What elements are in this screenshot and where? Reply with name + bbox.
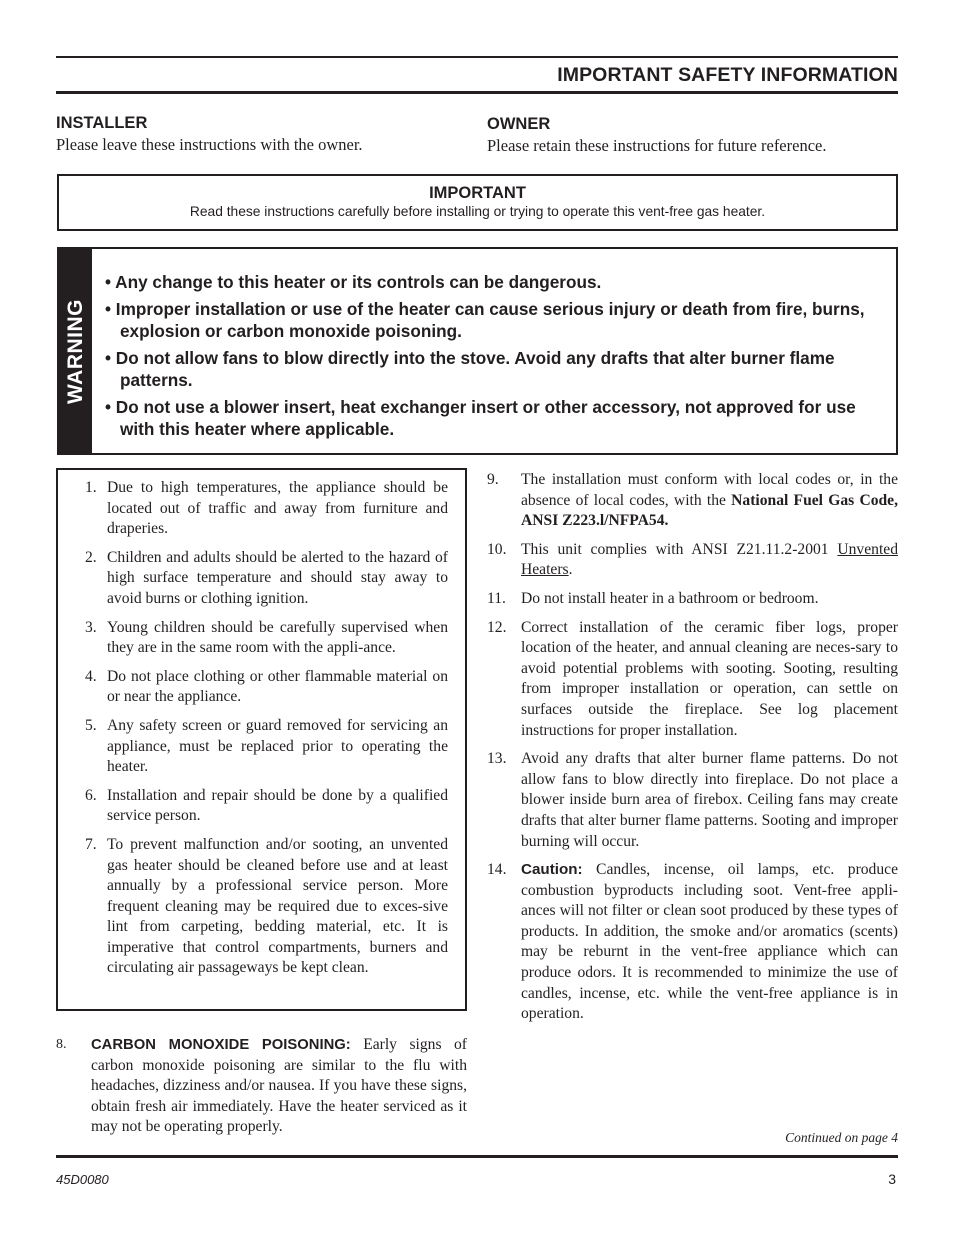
list-item: 5. Any safety screen or guard removed for servicing an appliance, must be replaced prior to operating the heater. [85,716,448,776]
safety-list-item8 [56,1035,467,1146]
list-item: 6. Installation and repair should be done by a qualified service person. [85,786,448,825]
list-item: 3. Young children should be carefully supervised when they are in the same room with the appli-ance. [85,618,448,657]
important-box [57,174,898,231]
document-code: 45D0080 [56,1172,109,1187]
owner-text: Please retain these instructions for future reference. [487,136,827,155]
list-item: 13. Avoid any drafts that alter burner flame patterns. Do not allow fans to blow directly into fireplace. Do not place a blower inside burn area of firebox. Ceiling fans may create drafts that alter burner flame patterns. Sooting and improper burning will occur. [487,750,898,850]
list-item: 11. Do not install heater in a bathroom or bedroom. [487,589,819,607]
page-number: 3 [888,1171,896,1187]
footer-rule [56,1155,898,1158]
installer-heading: INSTALLER [56,114,148,132]
important-text: Read these instructions carefully before installing or trying to operate this vent-free gas heater. [189,204,766,219]
list-item: 12. Correct installation of the ceramic fiber logs, proper location of the heater, and annual cleaning are neces-sary to avoid potential problems with sooting. Sooting, resulting from improper installation or operation, can settle on surfaces outside the fireplace. See log placement instructions for proper installation. [487,618,898,739]
warning-tab [59,249,92,453]
list-item: 7. To prevent malfunction and/or sooting, an unvented gas heater should be cleaned before use and at least annually by a professional service person. More frequent cleaning may be required due to exces-sive lint from carpeting, bedding material, etc. It is imperative that control compartments, burners and circulating air passageways be kept clean. [85,835,448,977]
warning-label: WARNING [64,299,87,404]
list-item: 8. CARBON MONOXIDE POISONING: Early signs of carbon monoxide poisoning are similar to the flu with headaches, dizziness and/or nausea. If you have these signs, obtain fresh air immediately. Have the heater serviced as it may not be operating properly. [56,1036,467,1136]
installer-text: Please leave these instructions with the owner. [56,135,363,154]
list-item: 9. The installation must conform with local codes or, in the absence of local codes, with the National Fuel Gas Code, ANSI Z223.l/NFPA54. [487,471,898,530]
safety-list-left [85,478,448,987]
list-item: 10. This unit complies with ANSI Z21.11.2-2001 Unvented Heaters. [487,540,898,579]
top-rule [56,56,898,58]
list-item: 2. Children and adults should be alerted to the hazard of high surface temperature and should stay away to avoid burns or clothing ignition. [85,548,448,607]
list-item: 4. Do not place clothing or other flammable material on or near the appliance. [85,667,448,706]
safety-list-box [56,468,467,1011]
page-title: IMPORTANT SAFETY INFORMATION [557,64,898,86]
safety-list-right [487,470,898,1033]
owner-heading: OWNER [487,115,551,133]
warning-item: • Do not use a blower insert, heat exchanger insert or other accessory, not approved for use with this heater where applicable. [105,397,856,439]
list-item: 14. Caution: Candles, incense, oil lamps, etc. produce combustion byproducts including soot. Vent-free appli-ances will not filter or clean soot produced by these types of products. In addition, the smoke and/or aromatics (scents) may be reburnt in the vent-free appliance which can produce odors. It is recommended to minimize the use of candles, incense, etc. while the vent-free appliance is in operation. [487,861,898,1023]
continued-note: Continued on page 4 [785,1130,898,1145]
warning-item: • Improper installation or use of the heater can cause serious injury or death from fire, burns, explosion or carbon monoxide poisoning. [105,299,865,341]
warning-box [57,247,898,455]
list-item: 1. Due to high temperatures, the appliance should be located out of traffic and away from furniture and draperies. [85,479,448,538]
warning-item: • Any change to this heater or its controls can be dangerous. [105,272,602,292]
important-heading: IMPORTANT [429,184,526,202]
title-rule [56,91,898,94]
warning-list [105,271,885,445]
warning-item: • Do not allow fans to blow directly into the stove. Avoid any drafts that alter burner flame patterns. [105,348,835,390]
